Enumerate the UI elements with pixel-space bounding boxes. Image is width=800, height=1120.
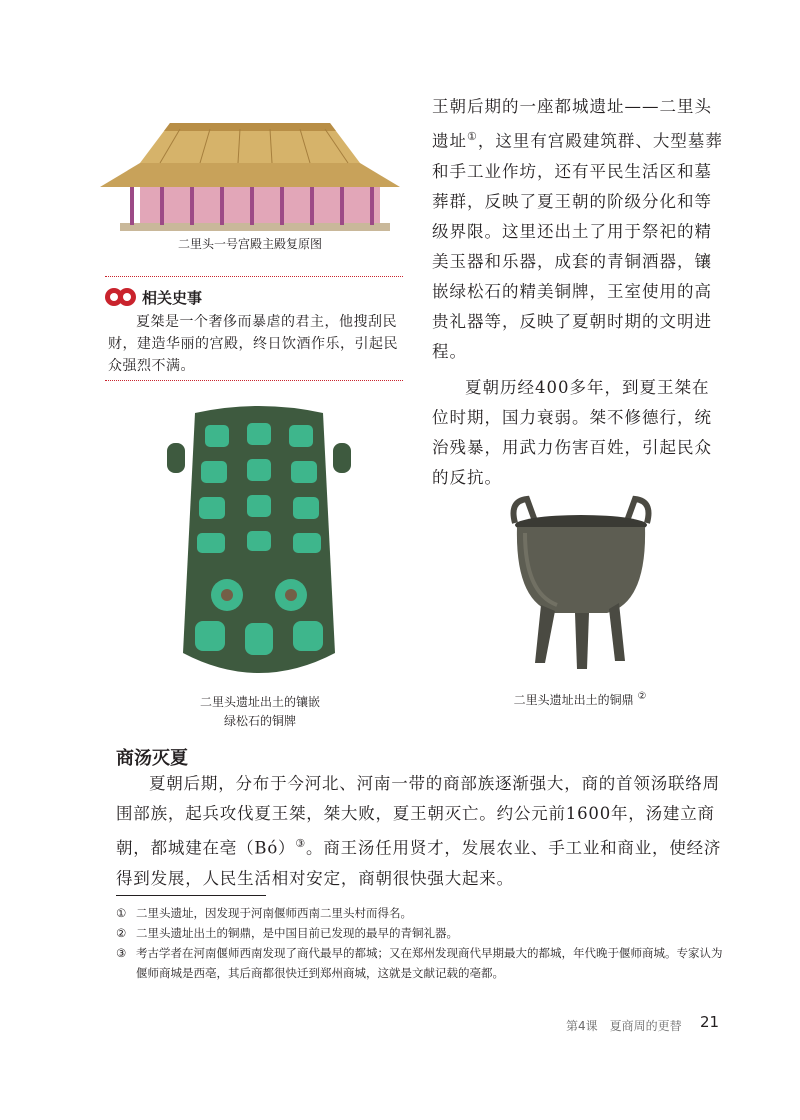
plaque-caption-line1: 二里头遗址出土的镶嵌 <box>199 695 320 709</box>
footer-lesson: 第4课 夏商周的更替 <box>566 1019 682 1033</box>
footnote-ref-1: ① <box>467 130 478 143</box>
footnote-ref-2: ② <box>637 691 647 702</box>
paragraph-xia-decline: 夏朝历经400多年，到夏王桀在位时期，国力衰弱。桀不修德行，统治残暴，用武力伤害百姓，引起民众的反抗。 <box>432 377 712 487</box>
footnote-3-number: ③ <box>116 946 127 960</box>
footnotes <box>116 903 726 983</box>
plaque-caption-line2: 绿松石的铜牌 <box>223 714 296 728</box>
footnote-2-text: 二里头遗址出土的铜鼎，是中国目前已发现的最早的青铜礼器。 <box>136 926 458 940</box>
footnote-divider <box>116 895 266 896</box>
palace-illustration <box>100 115 400 235</box>
plaque-caption <box>160 693 360 731</box>
ding-caption-text: 二里头遗址出土的铜鼎 <box>513 693 634 707</box>
related-facts-title: 相关史事 <box>142 289 203 307</box>
footnote-2 <box>116 923 726 943</box>
related-facts-text: 夏桀是一个奢侈而暴虐的君主，他搜刮民财，建造华丽的宫殿，终日饮酒作乐，引起民众强烈不满。 <box>108 314 398 374</box>
footnote-2-number: ② <box>116 926 127 940</box>
ding-caption <box>470 691 690 708</box>
related-facts-icon <box>104 282 138 312</box>
bronze-plaque-image <box>165 403 353 685</box>
box-bottom-divider <box>105 380 403 381</box>
bronze-ding-image <box>505 493 657 675</box>
paragraph-erlitou <box>432 92 724 367</box>
palace-caption: 二里头一号宫殿主殿复原图 <box>177 237 322 251</box>
paragraph-erlitou-a: 王朝后期的一座都城遗址——二里头遗址 <box>432 97 712 151</box>
section-body-a: 夏朝后期，分布于今河北、河南一带的商部族逐渐强大，商的首领汤联络周围部族，起兵攻伐夏王桀，桀大败，夏王朝灭亡。约公元前1600年，汤建立商朝，都城建在亳（Bó） <box>116 774 720 858</box>
footnote-1-number: ① <box>116 906 127 920</box>
footnote-1-text: 二里头遗址，因发现于河南偃师西南二里头村而得名。 <box>136 906 412 920</box>
section-body <box>116 769 724 894</box>
page-number: 21 <box>700 1013 720 1031</box>
footnote-ref-3: ③ <box>295 837 307 850</box>
footnote-3-text: 考古学者在河南偃师西南发现了商代最早的都城；又在郑州发现商代早期最大的都城，年代晚于偃师商城。专家认为偃师商城是西亳，其后商都很快迁到郑州商城，这就是文献记载的亳都。 <box>136 946 723 980</box>
section-title: 商汤灭夏 <box>116 748 188 769</box>
footnote-3 <box>116 943 726 983</box>
footnote-1 <box>116 903 726 923</box>
right-column-text <box>432 92 724 493</box>
section-body-b: 。商王汤任用贤才，发展农业、手工业和商业，使经济得到发展，人民生活相对安定，商朝很快强大起来。 <box>116 838 722 888</box>
box-top-divider <box>105 276 403 277</box>
paragraph-erlitou-b: ，这里有宫殿建筑群、大型墓葬和手工业作坊，还有平民生活区和墓葬群，反映了夏王朝的阶级分化和等级界限。这里还出土了用于祭祀的精美玉器和乐器，成套的青铜酒器，镶嵌绿松石的精美铜牌，王室使用的高贵礼器等，反映了夏朝时期的文明进程。 <box>432 131 723 361</box>
